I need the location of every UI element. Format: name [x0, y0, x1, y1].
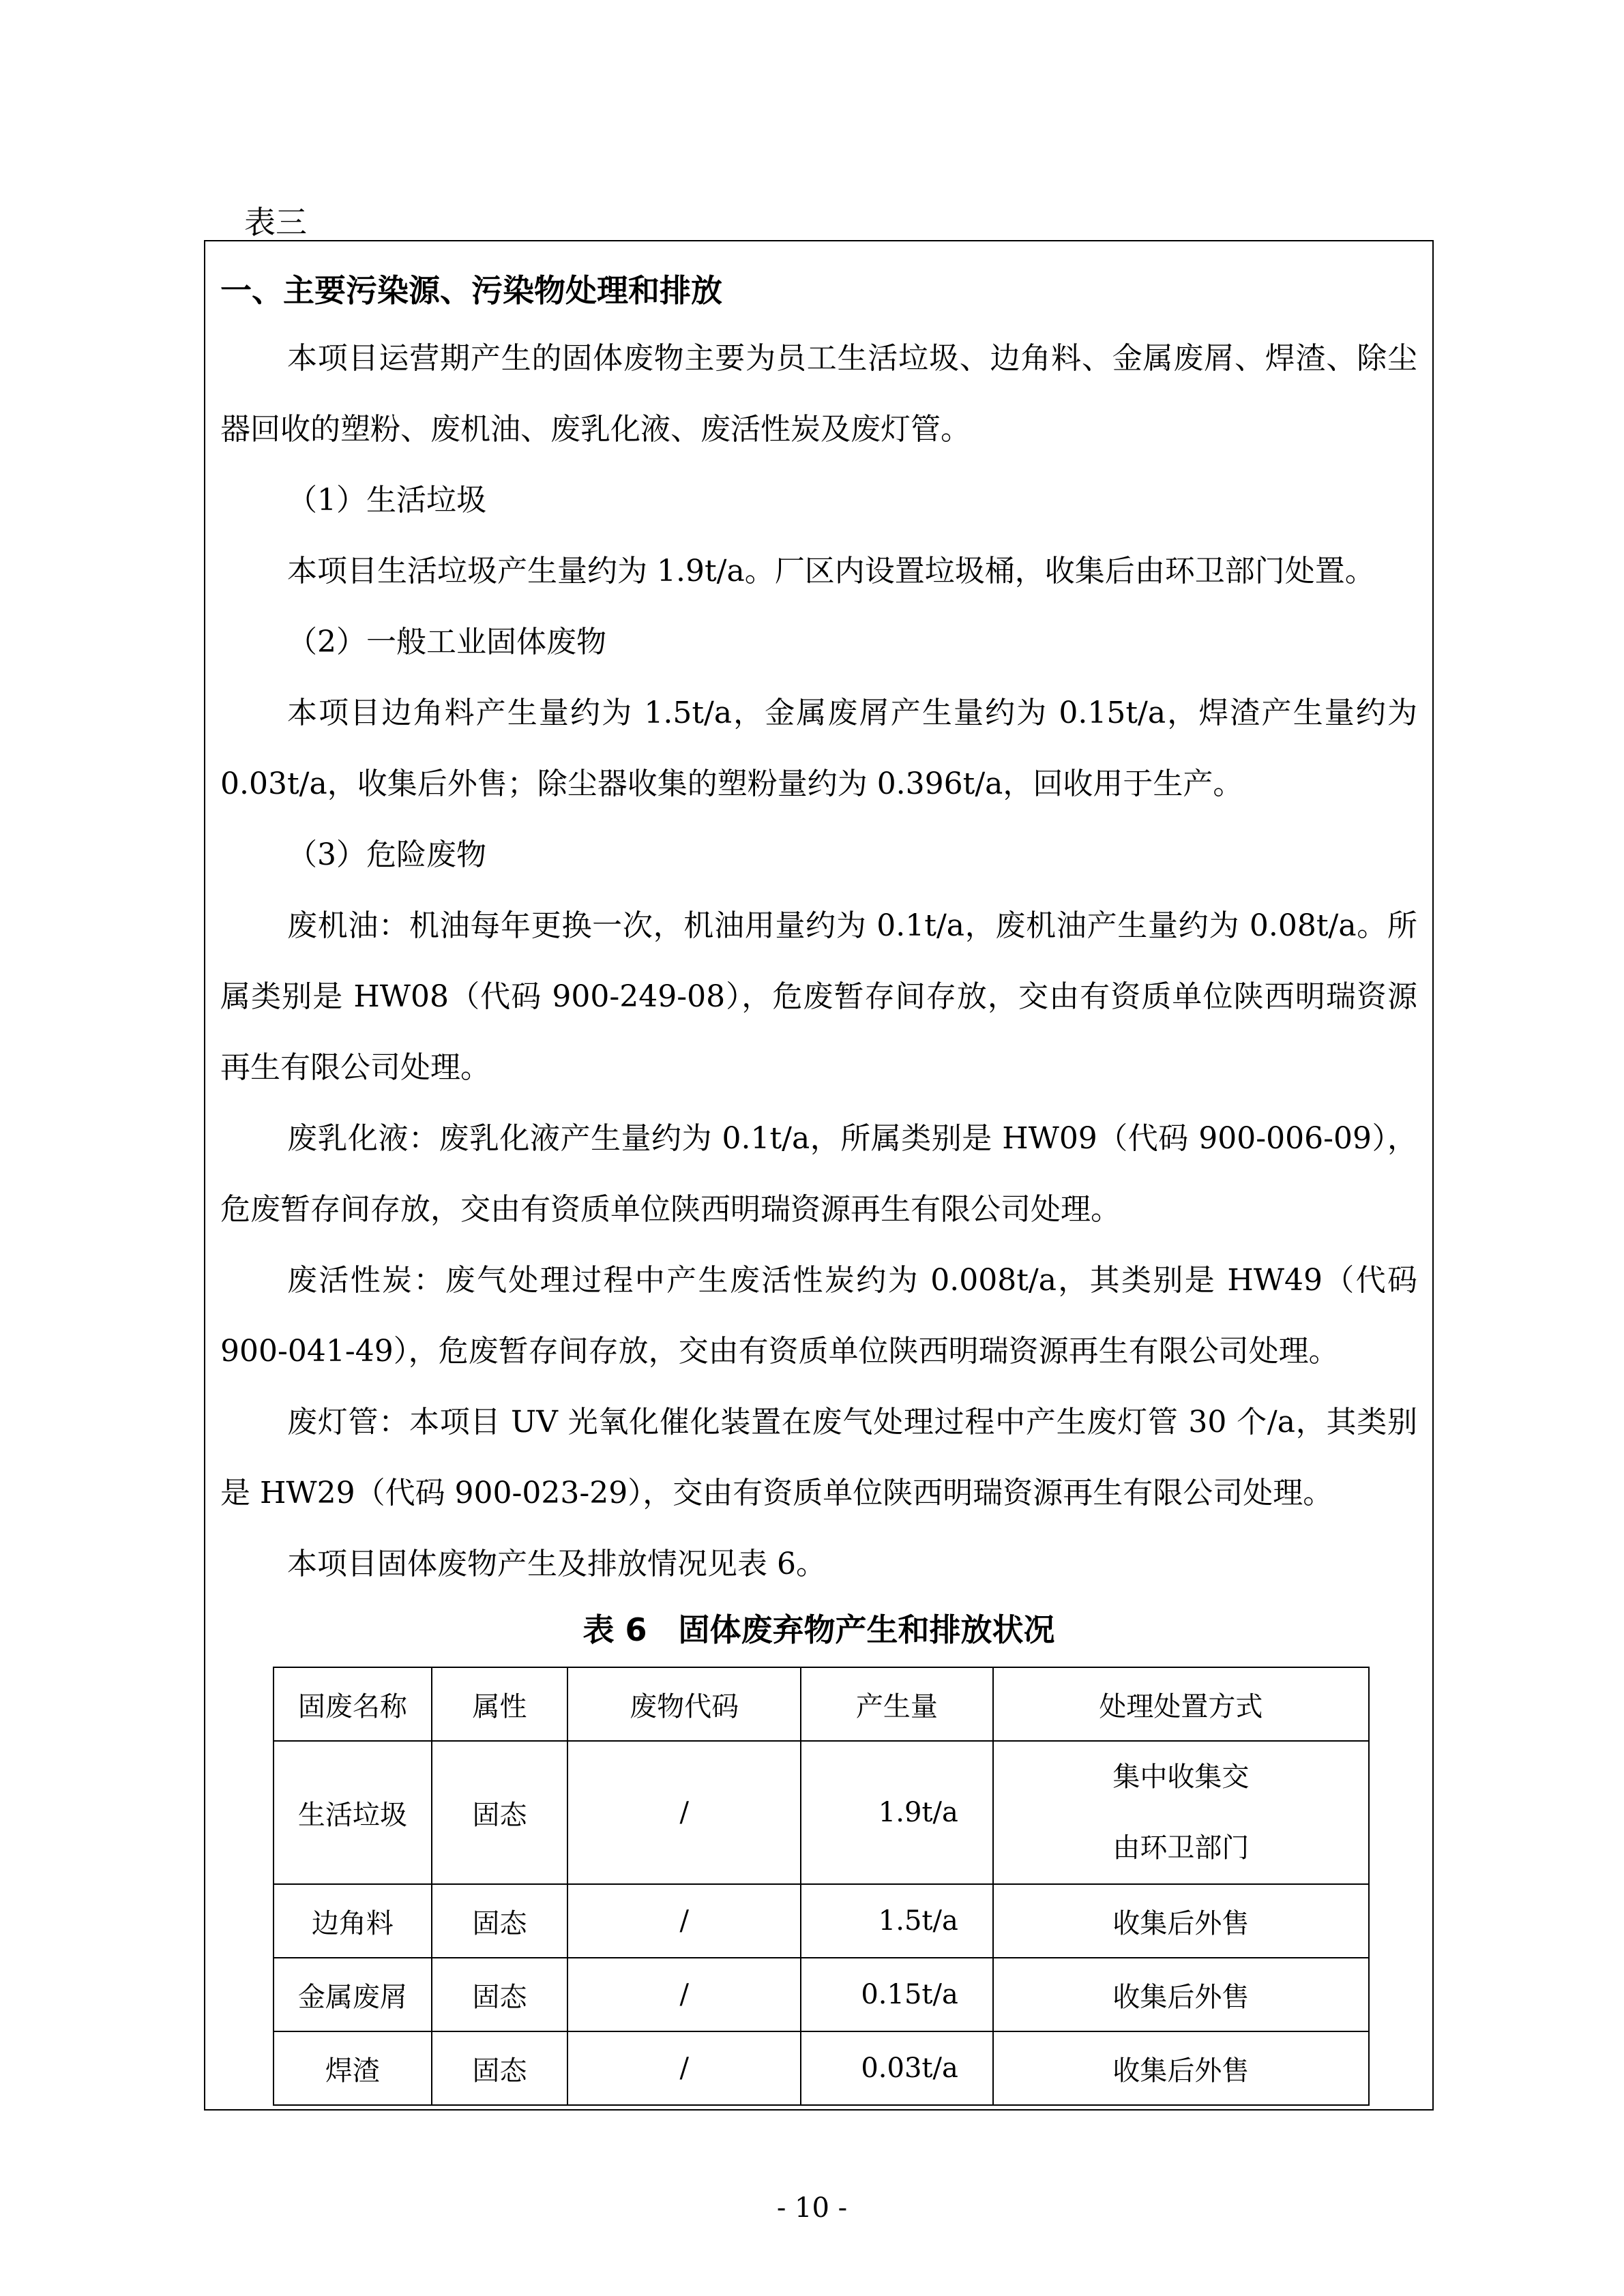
industrial-paragraph: 本项目边角料产生量约为 1.5t/a，金属废屑产生量约为 0.15t/a，焊渣产生量约为 0.03t/a，收集后外售；除尘器收集的塑粉量约为 0.396t/a，回收用于生产。 [220, 696, 1417, 801]
intro-paragraph: 本项目运营期产生的固体废物主要为员工生活垃圾、边角料、金属废屑、焊渣、除尘器回收的塑粉、废机油、废乳化液、废活性炭及废灯管。 [220, 341, 1417, 447]
waste-code-cell: / [567, 2031, 801, 2105]
page-label: 表三 [244, 204, 307, 241]
table-caption: 表 6 固体废弃物产生和排放状况 [582, 1611, 1055, 1648]
waste-name-cell: 金属废屑 [274, 1958, 432, 2031]
disposal-line: 由环卫部门 [1112, 1832, 1250, 1864]
waste-amount-cell: 0.15t/a [801, 1958, 993, 2031]
waste-code-cell: / [567, 1884, 801, 1958]
column-header: 属性 [432, 1667, 568, 1741]
waste-disposal-cell: 收集后外售 [993, 2031, 1369, 2105]
waste-carbon-paragraph: 废活性炭：废气处理过程中产生废活性炭约为 0.008t/a，其类别是 HW49（代码 900-041-49），危废暂存间存放，交由有资质单位陕西明瑞资源再生有限公司处理。 [220, 1263, 1417, 1369]
disposal-line: 集中收集交 [1112, 1761, 1250, 1793]
table-row [274, 1741, 1369, 1884]
table-row [274, 1958, 1369, 2031]
waste-disposal-cell: 收集后外售 [993, 1884, 1369, 1958]
waste-amount-cell: 0.03t/a [801, 2031, 993, 2105]
waste-name-cell: 边角料 [274, 1884, 432, 1958]
waste-attr-cell: 固态 [432, 2031, 568, 2105]
hazardous-heading: （3）危险废物 [287, 837, 486, 872]
waste-lamp-paragraph: 废灯管：本项目 UV 光氧化催化装置在废气处理过程中产生废灯管 30 个/a，其类别是 HW29（代码 900-023-29），交由有资质单位陕西明瑞资源再生有限公司处理。 [220, 1405, 1417, 1510]
content-frame [204, 240, 1434, 2111]
waste-attr-cell: 固态 [432, 1958, 568, 2031]
page-number: - 10 - [776, 2192, 848, 2224]
waste-disposal-cell [993, 1741, 1369, 1884]
waste-amount-cell: 1.9t/a [801, 1741, 993, 1884]
domestic-paragraph: 本项目生活垃圾产生量约为 1.9t/a。厂区内设置垃圾桶，收集后由环卫部门处置。 [287, 554, 1375, 588]
waste-name-cell: 焊渣 [274, 2031, 432, 2105]
section-heading: 一、主要污染源、污染物处理和排放 [220, 272, 722, 309]
waste-name-cell: 生活垃圾 [274, 1741, 432, 1884]
waste-attr-cell: 固态 [432, 1741, 568, 1884]
industrial-heading: （2）一般工业固体废物 [287, 625, 606, 659]
summary-paragraph: 本项目固体废物产生及排放情况见表 6。 [287, 1547, 826, 1581]
table-header-row [274, 1667, 1369, 1741]
domestic-heading: （1）生活垃圾 [287, 483, 486, 518]
waste-code-cell: / [567, 1958, 801, 2031]
waste-oil-paragraph: 废机油：机油每年更换一次，机油用量约为 0.1t/a，废机油产生量约为 0.08t/a。所属类别是 HW08（代码 900-249-08），危废暂存间存放，交由有资质单位陕西明瑞资源再生有限公司处理。 [220, 908, 1417, 1085]
column-header: 产生量 [801, 1667, 993, 1741]
column-header: 废物代码 [567, 1667, 801, 1741]
waste-disposal-cell: 收集后外售 [993, 1958, 1369, 2031]
waste-emulsion-paragraph: 废乳化液：废乳化液产生量约为 0.1t/a，所属类别是 HW09（代码 900-006-09），危废暂存间存放，交由有资质单位陕西明瑞资源再生有限公司处理。 [220, 1121, 1417, 1227]
waste-attr-cell: 固态 [432, 1884, 568, 1958]
table-row [274, 2031, 1369, 2105]
solid-waste-table [273, 1667, 1370, 2106]
column-header: 处理处置方式 [993, 1667, 1369, 1741]
column-header: 固废名称 [274, 1667, 432, 1741]
waste-code-cell: / [567, 1741, 801, 1884]
waste-amount-cell: 1.5t/a [801, 1884, 993, 1958]
table-row [274, 1884, 1369, 1958]
